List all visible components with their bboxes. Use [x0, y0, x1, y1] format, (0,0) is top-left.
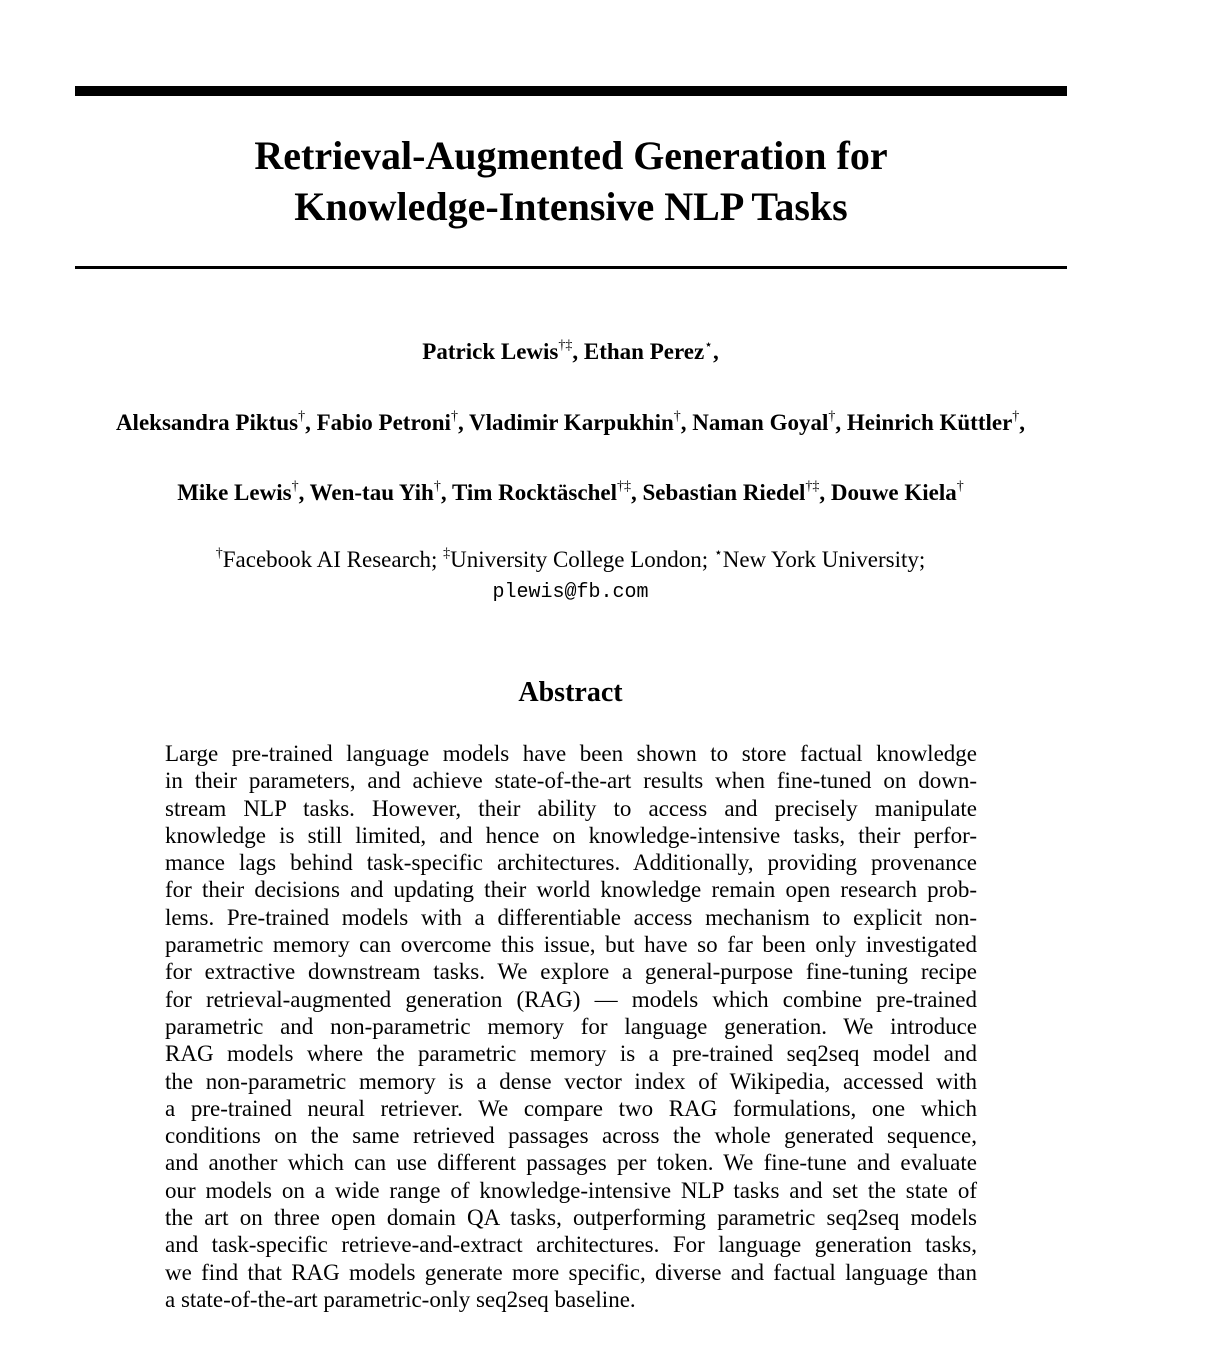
author-affil-mark: † [828, 409, 836, 425]
abstract-line: the art on three open domain QA tasks, outperforming parametric seq2seq models [165, 1205, 977, 1231]
affiliations [0, 545, 1141, 575]
author-affil-mark: † [673, 409, 681, 425]
affil-mark-star: ⋆ [713, 546, 723, 562]
author-name: Vladimir Karpukhin [469, 410, 674, 435]
abstract-line: knowledge is still limited, and hence on knowledge-intensive tasks, their perfor- [165, 822, 977, 848]
abstract-line: Large pre-trained language models have been shown to store factual knowledge [165, 741, 977, 766]
abstract-line: a pre-trained neural retriever. We compare two RAG formulations, one which [165, 1095, 977, 1121]
author-affil-mark: † [450, 409, 458, 425]
affil-mark-double-dagger: ‡ [443, 546, 451, 562]
affil-nyu: New York University; [722, 547, 926, 572]
author-separator: , [835, 410, 847, 435]
author-affil-mark: † [956, 479, 964, 495]
abstract-body [165, 740, 977, 1313]
abstract-line: a state-of-the-art parametric-only seq2seq baseline. [165, 1286, 636, 1312]
author-name: Patrick Lewis [422, 339, 559, 364]
author-separator: , [457, 410, 470, 435]
title-bottom-rule [75, 266, 1067, 269]
abstract-line: and another which can use different passages per token. We fine-tune and evaluate [165, 1150, 977, 1176]
abstract-line: conditions on the same retrieved passages across the whole generated sequence, [165, 1123, 977, 1149]
abstract-line: for retrieval-augmented generation (RAG) — models which combine pre-trained [165, 986, 977, 1012]
title-top-rule [75, 86, 1067, 96]
author-separator: , [1019, 410, 1026, 435]
author-name: Heinrich Küttler [846, 410, 1013, 435]
author-separator: , [298, 480, 310, 505]
author-name: Sebastian Riedel [642, 480, 806, 505]
author-name: Ethan Perez [583, 339, 705, 364]
author-affil-mark: †‡ [805, 479, 820, 495]
affil-mark-dagger: † [215, 546, 223, 562]
author-separator: , [305, 410, 317, 435]
author-line-1 [0, 338, 1141, 366]
affil-ucl: University College London; [450, 547, 714, 572]
affil-facebook: Facebook AI Research; [222, 547, 444, 572]
title-line: Knowledge-Intensive NLP Tasks [294, 184, 848, 229]
author-affil-mark: †‡ [616, 479, 631, 495]
abstract-line: RAG models where the parametric memory is a pre-trained seq2seq model and [165, 1041, 977, 1067]
abstract-line: the non-parametric memory is a dense vector index of Wikipedia, accessed with [165, 1068, 977, 1094]
abstract-line: lems. Pre-trained models with a differentiable access mechanism to explicit non- [165, 904, 977, 930]
author-name: Tim Rocktäschel [451, 480, 617, 505]
abstract-heading: Abstract [518, 677, 623, 708]
contact-email: plewis@fb.com [492, 581, 649, 604]
author-name: Fabio Petroni [316, 410, 451, 435]
abstract-line: our models on a wide range of knowledge-intensive NLP tasks and set the state of [165, 1177, 977, 1203]
abstract-line: mance lags behind task-specific architectures. Additionally, providing provenance [165, 850, 977, 876]
abstract-line: in their parameters, and achieve state-of-the-art results when fine-tuned on down- [165, 768, 977, 794]
abstract-line: we find that RAG models generate more specific, diverse and factual language than [165, 1259, 977, 1285]
abstract-line: and task-specific retrieve-and-extract architectures. For language generation tasks, [165, 1232, 977, 1258]
author-name: Aleksandra Piktus [115, 410, 299, 435]
author-name: Mike Lewis [177, 480, 292, 505]
title-line: Retrieval-Augmented Generation for [254, 133, 888, 178]
author-affil-mark: †‡ [558, 338, 573, 354]
author-separator: , [819, 480, 831, 505]
author-name: Wen-tau Yih [309, 480, 434, 505]
author-line-3 [0, 479, 1141, 507]
author-name: Naman Goyal [692, 410, 829, 435]
author-affil-mark: † [1012, 409, 1020, 425]
author-affil-mark: ⋆ [704, 338, 713, 354]
abstract-line: for their decisions and updating their world knowledge remain open research prob- [165, 877, 977, 903]
author-separator: , [712, 339, 719, 364]
author-separator: , [680, 410, 693, 435]
author-name: Douwe Kiela [830, 480, 957, 505]
author-affil-mark: † [291, 479, 299, 495]
author-line-2 [0, 409, 1141, 437]
abstract-line: for extractive downstream tasks. We explore a general-purpose fine-tuning recipe [165, 959, 977, 985]
author-affil-mark: † [298, 409, 306, 425]
abstract-line: parametric memory can overcome this issue, but have so far been only investigated [165, 932, 977, 958]
abstract-line: stream NLP tasks. However, their ability to access and precisely manipulate [165, 795, 977, 821]
abstract-line: parametric and non-parametric memory for language generation. We introduce [165, 1013, 977, 1039]
author-separator: , [572, 339, 584, 364]
author-affil-mark: † [433, 479, 441, 495]
author-separator: , [630, 480, 643, 505]
paper-title [75, 130, 1067, 232]
author-separator: , [440, 480, 452, 505]
